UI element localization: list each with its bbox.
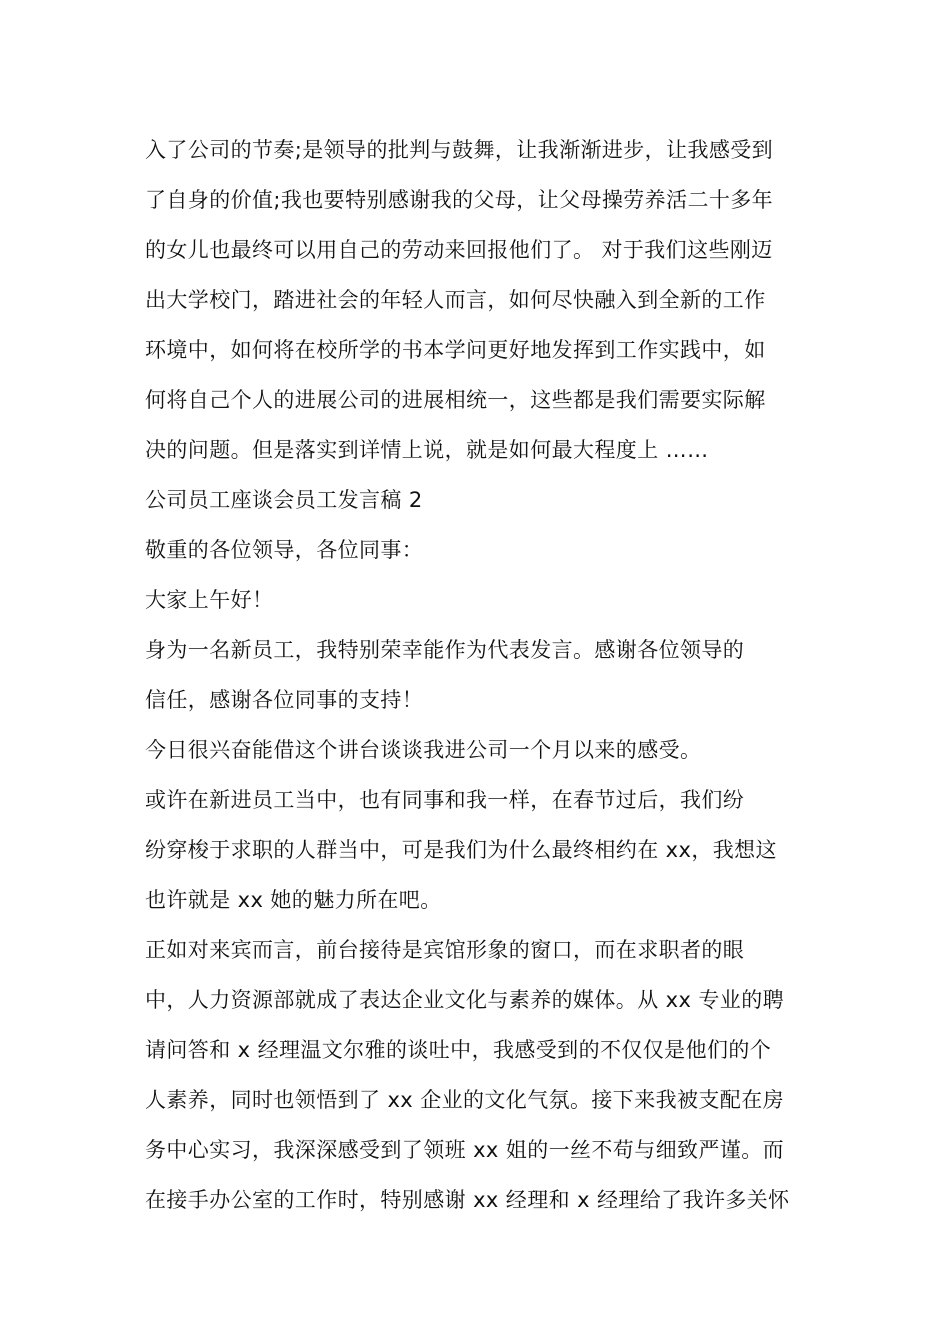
text-line: 决的问题。但是落实到详情上说，就是如何最大程度上 …… bbox=[145, 438, 709, 462]
text-line: 身为一名新员工，我特别荣幸能作为代表发言。感谢各位领导的 bbox=[145, 638, 745, 662]
text-line: 信任，感谢各位同事的支持！ bbox=[145, 688, 424, 712]
text-line: 人素养，同时也领悟到了 xx 企业的文化气氛。接下来我被支配在房 bbox=[145, 1088, 785, 1112]
greeting: 大家上午好！ bbox=[145, 588, 274, 612]
text-line: 何将自己个人的进展公司的进展相统一，这些都是我们需要实际解 bbox=[145, 388, 766, 412]
text-line: 出大学校门，踏进社会的年轻人而言，如何尽快融入到全新的工作 bbox=[145, 288, 766, 312]
text-line: 今日很兴奋能借这个讲台谈谈我进公司一个月以来的感受。 bbox=[145, 738, 702, 762]
text-line: 或许在新进员工当中，也有同事和我一样，在春节过后，我们纷 bbox=[145, 788, 745, 812]
text-line: 在接手办公室的工作时，特别感谢 xx 经理和 x 经理给了我许多关怀 bbox=[145, 1188, 790, 1212]
text-line: 正如对来宾而言，前台接待是宾馆形象的窗口，而在求职者的眼 bbox=[145, 938, 745, 962]
text-line: 务中心实习，我深深感受到了领班 xx 姐的一丝不苟与细致严谨。而 bbox=[145, 1138, 785, 1162]
text-line: 请问答和 x 经理温文尔雅的谈吐中，我感受到的不仅仅是他们的个 bbox=[145, 1038, 772, 1062]
text-line: 的女儿也最终可以用自己的劳动来回报他们了。 对于我们这些刚迈 bbox=[145, 238, 773, 262]
text-line: 了自身的价值;我也要特别感谢我的父母，让父母操劳养活二十多年 bbox=[145, 188, 774, 212]
text-line: 环境中，如何将在校所学的书本学问更好地发挥到工作实践中，如 bbox=[145, 338, 766, 362]
text-line: 中，人力资源部就成了表达企业文化与素养的媒体。从 xx 专业的聘 bbox=[145, 988, 785, 1012]
text-line: 入了公司的节奏;是领导的批判与鼓舞，让我渐渐进步，让我感受到 bbox=[145, 138, 774, 162]
text-line: 纷穿梭于求职的人群当中，可是我们为什么最终相约在 xx，我想这 bbox=[145, 838, 777, 862]
salutation: 敬重的各位领导，各位同事： bbox=[145, 538, 424, 562]
text-line: 也许就是 xx 她的魅力所在吧。 bbox=[145, 888, 442, 912]
section-heading: 公司员工座谈会员工发言稿 2 bbox=[145, 488, 423, 512]
